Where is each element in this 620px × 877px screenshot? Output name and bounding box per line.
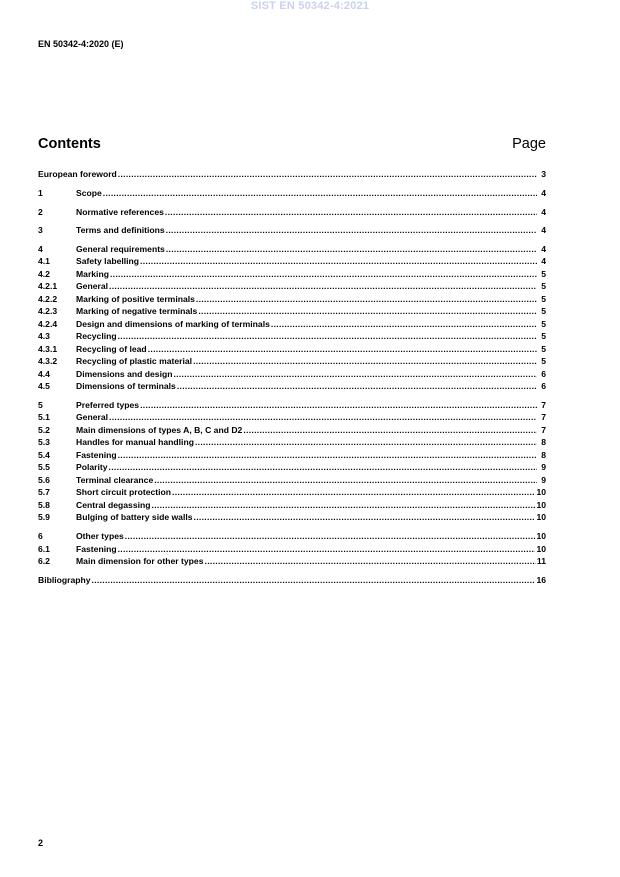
toc-entry[interactable] — [38, 555, 546, 567]
toc-entry-title: European foreword — [38, 169, 117, 179]
toc-entry[interactable] — [38, 436, 546, 448]
toc-entry-title: Recycling of plastic material — [76, 356, 193, 366]
toc-entry-title: Design and dimensions of marking of terminals — [76, 319, 270, 329]
toc-entry[interactable] — [38, 543, 546, 555]
toc-dot-leader — [205, 555, 536, 567]
toc-entry-page: 3 — [541, 169, 546, 179]
toc-entry-title: Bibliography — [38, 575, 91, 585]
toc-entry-number: 4.4 — [38, 369, 50, 379]
toc-entry[interactable] — [38, 368, 546, 380]
toc-entry-number: 5.5 — [38, 462, 50, 472]
toc-entry-page: 5 — [541, 331, 546, 341]
toc-entry[interactable] — [38, 380, 546, 392]
toc-entry-title: Polarity — [76, 462, 108, 472]
toc-entry-title: Dimensions and design — [76, 369, 173, 379]
toc-entry[interactable] — [38, 461, 546, 473]
toc-entry-page: 5 — [541, 306, 546, 316]
toc-entry-page: 5 — [541, 294, 546, 304]
toc-dot-leader — [243, 424, 537, 436]
toc-entry-title: Bulging of battery side walls — [76, 512, 193, 522]
toc-entry-title: Terms and definitions — [76, 225, 165, 235]
toc-entry[interactable] — [38, 511, 546, 523]
toc-dot-leader — [195, 436, 537, 448]
toc-entry-page: 4 — [541, 256, 546, 266]
toc-dot-leader — [125, 530, 536, 542]
toc-entry-number: 4.2.2 — [38, 294, 58, 304]
toc-entry[interactable] — [38, 486, 546, 498]
toc-entry-number: 4.2.3 — [38, 306, 58, 316]
toc-dot-leader — [140, 255, 537, 267]
toc-entry-title: Normative references — [76, 207, 164, 217]
toc-entry-page: 11 — [536, 556, 546, 566]
toc-entry[interactable] — [38, 424, 546, 436]
toc-entry-title: Dimensions of terminals — [76, 381, 176, 391]
toc-entry-page: 5 — [541, 319, 546, 329]
toc-entry-number: 1 — [38, 188, 43, 198]
toc-entry[interactable] — [38, 355, 546, 367]
toc-entry-number: 4.3.1 — [38, 344, 58, 354]
toc-entry[interactable] — [38, 243, 546, 255]
toc-entry-number: 4.5 — [38, 381, 50, 391]
page-number: 2 — [38, 838, 44, 848]
toc-entry-title: Handles for manual handling — [76, 437, 194, 447]
toc-dot-leader — [152, 499, 536, 511]
toc-dot-leader — [177, 380, 537, 392]
toc-entry[interactable] — [38, 449, 546, 461]
toc-dot-leader — [194, 511, 536, 523]
toc-entry[interactable] — [38, 474, 546, 486]
toc-dot-leader — [92, 574, 536, 586]
toc-entry-page: 10 — [536, 531, 546, 541]
toc-dot-leader — [109, 461, 537, 473]
toc-dot-leader — [198, 305, 537, 317]
toc-entry-number: 2 — [38, 207, 43, 217]
toc-entry-number: 4.2 — [38, 269, 50, 279]
toc-entry-title: Marking of negative terminals — [76, 306, 198, 316]
toc-entry-number: 6.1 — [38, 544, 50, 554]
toc-entry[interactable] — [38, 280, 546, 292]
toc-entry-title: Main dimensions of types A, B, C and D2 — [76, 425, 243, 435]
toc-dot-leader — [109, 411, 537, 423]
toc-entry-page: 4 — [541, 244, 546, 254]
toc-entry-page: 9 — [541, 462, 546, 472]
toc-entry-title: Short circuit protection — [76, 487, 172, 497]
toc-entry-page: 5 — [541, 269, 546, 279]
toc-dot-leader — [172, 486, 535, 498]
toc-entry[interactable] — [38, 499, 546, 511]
toc-entry-title: Central degassing — [76, 500, 151, 510]
toc-entry-title: Marking — [76, 269, 109, 279]
toc-dot-leader — [173, 368, 537, 380]
toc-dot-leader — [110, 268, 537, 280]
toc-entry-title: Preferred types — [76, 400, 140, 410]
watermark: SIST EN 50342-4:2021 — [250, 0, 370, 12]
toc-dot-leader — [103, 187, 537, 199]
toc-entry-title: General — [76, 412, 109, 422]
toc-entry-title: Safety labelling — [76, 256, 140, 266]
toc-entry-page: 5 — [541, 281, 546, 291]
toc-dot-leader — [196, 293, 537, 305]
toc-entry-title: Main dimension for other types — [76, 556, 204, 566]
toc-entry-number: 5.2 — [38, 425, 50, 435]
toc-entry-number: 5.3 — [38, 437, 50, 447]
toc-entry-title: Fastening — [76, 450, 117, 460]
toc-entry[interactable] — [38, 399, 546, 411]
toc-entry-number: 5.9 — [38, 512, 50, 522]
toc-entry[interactable] — [38, 343, 546, 355]
toc-entry[interactable] — [38, 305, 546, 317]
toc-entry-page: 6 — [541, 369, 546, 379]
toc-entry-page: 7 — [541, 425, 546, 435]
toc-entry-number: 5.8 — [38, 500, 50, 510]
toc-dot-leader — [166, 224, 537, 236]
toc-entry-number: 3 — [38, 225, 43, 235]
toc-entry-page: 4 — [541, 225, 546, 235]
toc-entry-number: 5.6 — [38, 475, 50, 485]
toc-entry[interactable] — [38, 268, 546, 280]
toc-entry-title: Terminal clearance — [76, 475, 154, 485]
toc-entry-page: 10 — [536, 512, 546, 522]
toc-entry-page: 9 — [541, 475, 546, 485]
toc-entry-number: 4.3 — [38, 331, 50, 341]
toc-entry-number: 4.2.1 — [38, 281, 58, 291]
toc-dot-leader — [118, 543, 536, 555]
toc-entry-number: 5.1 — [38, 412, 50, 422]
toc-dot-leader — [271, 318, 537, 330]
toc-entry-title: Recycling of lead — [76, 344, 147, 354]
toc-entry-number: 5.4 — [38, 450, 50, 460]
toc-entry-page: 16 — [536, 575, 546, 585]
toc-entry[interactable] — [38, 187, 546, 199]
toc-entry[interactable] — [38, 411, 546, 423]
toc-entry-page: 10 — [536, 500, 546, 510]
toc-entry-number: 5.7 — [38, 487, 50, 497]
toc-dot-leader — [166, 243, 537, 255]
toc-entry-title: Recycling — [76, 331, 117, 341]
toc-entry-page: 4 — [541, 188, 546, 198]
toc-entry[interactable] — [38, 293, 546, 305]
toc-entry-page: 7 — [541, 400, 546, 410]
toc-dot-leader — [154, 474, 537, 486]
toc-entry[interactable] — [38, 574, 546, 586]
toc-entry-page: 10 — [536, 544, 546, 554]
toc-entry-page: 4 — [541, 207, 546, 217]
toc-entry[interactable] — [38, 224, 546, 236]
toc-entry-page: 6 — [541, 381, 546, 391]
toc-entry-title: Marking of positive terminals — [76, 294, 195, 304]
toc-dot-leader — [118, 449, 537, 461]
toc-entry-page: 5 — [541, 356, 546, 366]
toc-entry[interactable] — [38, 530, 546, 542]
toc-entry-page: 10 — [536, 487, 546, 497]
toc-entry-number: 6 — [38, 531, 43, 541]
toc-entry-number: 6.2 — [38, 556, 50, 566]
toc-dot-leader — [118, 168, 537, 180]
toc-entry-page: 8 — [541, 437, 546, 447]
toc-entry-number: 4.1 — [38, 256, 50, 266]
toc-entry-number: 5 — [38, 400, 43, 410]
toc-entry[interactable] — [38, 330, 546, 342]
toc-entry-title: Other types — [76, 531, 124, 541]
toc-entry-number: 4.3.2 — [38, 356, 58, 366]
toc-dot-leader — [148, 343, 537, 355]
toc-entry-number: 4.2.4 — [38, 319, 58, 329]
toc-entry[interactable] — [38, 318, 546, 330]
toc-entry-page: 8 — [541, 450, 546, 460]
toc-entry[interactable] — [38, 206, 546, 218]
toc-dot-leader — [109, 280, 537, 292]
toc-entry[interactable] — [38, 168, 546, 180]
contents-title: Contents — [38, 136, 101, 152]
document-id: EN 50342-4:2020 (E) — [38, 39, 124, 49]
toc-entry-title: Fastening — [76, 544, 117, 554]
toc-dot-leader — [193, 355, 537, 367]
toc-entry-title: Scope — [76, 188, 102, 198]
toc-dot-leader — [140, 399, 537, 411]
toc-entry-page: 5 — [541, 344, 546, 354]
toc-entry-number: 4 — [38, 244, 43, 254]
toc-dot-leader — [118, 330, 537, 342]
toc-dot-leader — [165, 206, 537, 218]
toc-entry-title: General — [76, 281, 109, 291]
toc-entry-page: 7 — [541, 412, 546, 422]
page-column-label: Page — [512, 136, 546, 152]
toc-entry-title: General requirements — [76, 244, 165, 254]
toc-entry[interactable] — [38, 255, 546, 267]
